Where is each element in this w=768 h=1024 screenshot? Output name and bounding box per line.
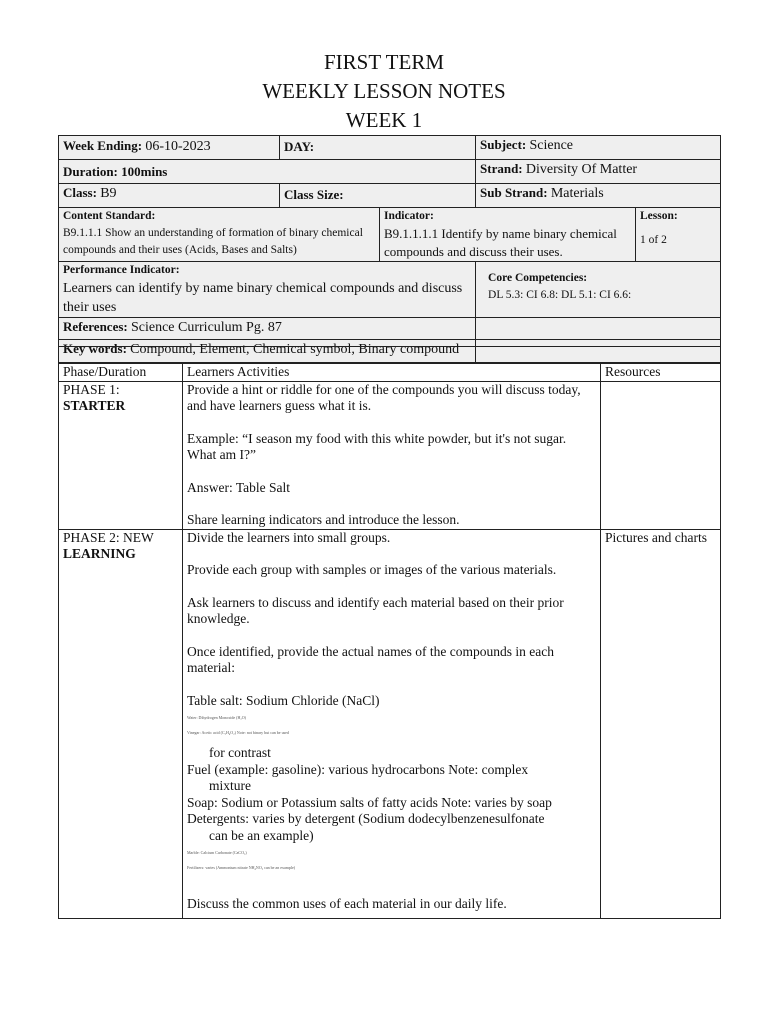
references-empty-cell bbox=[476, 318, 721, 340]
col-header-activities: Learners Activities bbox=[183, 364, 601, 382]
indicator-value: B9.1.1.1.1 Identify by name binary chemical compounds and discuss their uses. bbox=[384, 226, 617, 259]
lesson-label: Lesson: bbox=[640, 210, 678, 222]
sub-strand-cell bbox=[476, 184, 721, 208]
phase2-detergent-note: can be an example) bbox=[209, 827, 314, 843]
duration-label: Duration: 100mins bbox=[63, 164, 168, 179]
phase2-detergent-text: Detergents: varies by detergent (Sodium dodecylbenzenesulfonate bbox=[187, 811, 545, 826]
subject-label: Subject: bbox=[480, 137, 527, 152]
class-size-label: Class Size: bbox=[284, 187, 344, 202]
phase1-resources bbox=[601, 381, 721, 529]
lesson-header-table bbox=[58, 135, 721, 363]
phase1-activities bbox=[183, 381, 601, 529]
core-competencies-cell bbox=[476, 262, 721, 318]
phase2-discuss-text: Ask learners to discuss and identify each material based on their prior knowledge. bbox=[187, 594, 564, 626]
phase2-label: PHASE 2: NEW bbox=[63, 529, 154, 545]
lesson-value: 1 of 2 bbox=[640, 234, 667, 246]
phase2-fuel-text: Fuel (example: gasoline): various hydrocarbons Note: complex bbox=[187, 761, 529, 777]
phase2-activities bbox=[183, 529, 601, 918]
phase2-soap-text: Soap: Sodium or Potassium salts of fatty acids Note: varies by soap bbox=[187, 794, 552, 810]
phase2-uses-text: Discuss the common uses of each material in our daily life. bbox=[187, 896, 507, 911]
performance-indicator-label: Performance Indicator: bbox=[63, 264, 180, 276]
week-ending-label: Week Ending: bbox=[63, 138, 143, 153]
phase2-resources: Pictures and charts bbox=[601, 529, 721, 918]
sub-strand-value: Materials bbox=[550, 186, 604, 201]
performance-indicator-value: Learners can identify by name binary chemical compounds and discuss their uses bbox=[63, 281, 463, 315]
duration-cell bbox=[59, 160, 476, 184]
phase1-share-text: Share learning indicators and introduce the lesson. bbox=[187, 512, 460, 527]
phase1-example-text: Example: “I season my food with this white powder, but it's not sugar. What am I?” bbox=[187, 430, 567, 462]
phase2-water-text: Water: Dihydrogen Monoxide (H₂O) bbox=[187, 715, 246, 720]
class-label: Class: bbox=[63, 185, 97, 200]
phase2-marble-text: Marble: Calcium Carbonate (CaCO₃) bbox=[187, 850, 247, 855]
col-header-resources: Resources bbox=[601, 364, 721, 382]
subject-cell bbox=[476, 136, 721, 160]
phase1-name: STARTER bbox=[63, 398, 126, 413]
references-label: References: bbox=[63, 319, 128, 334]
phase1-label: PHASE 1: bbox=[63, 381, 120, 397]
core-competencies-label: Core Competencies: bbox=[488, 272, 588, 284]
strand-value: Diversity Of Matter bbox=[525, 162, 638, 177]
title-weekly-lesson-notes: WEEKLY LESSON NOTES bbox=[262, 79, 506, 103]
strand-label: Strand: bbox=[480, 161, 523, 176]
phase2-table-salt-text: Table salt: Sodium Chloride (NaCl) bbox=[187, 692, 380, 708]
performance-indicator-cell bbox=[59, 262, 476, 318]
lesson-cell bbox=[636, 208, 721, 262]
phase2-contrast-text: for contrast bbox=[209, 745, 271, 760]
class-value: B9 bbox=[100, 186, 117, 201]
phase2-vinegar-text: Vinegar: Acetic acid (C₂H₄O₂) Note: not binary but can be used bbox=[187, 730, 289, 735]
class-cell bbox=[59, 184, 280, 208]
content-standard-label: Content Standard: bbox=[63, 210, 156, 222]
week-ending-value: 06-10-2023 bbox=[145, 139, 211, 154]
references-cell bbox=[59, 318, 476, 340]
spacer-row bbox=[59, 347, 721, 364]
title-first-term: FIRST TERM bbox=[323, 50, 444, 74]
phase2-groups-text: Divide the learners into small groups. bbox=[187, 529, 391, 545]
keywords-value: Compound, Element, Chemical symbol, Binary compound bbox=[130, 342, 460, 357]
phase1-cell bbox=[59, 381, 183, 529]
phase2-name: LEARNING bbox=[63, 546, 136, 561]
col-header-phase: Phase/Duration bbox=[59, 364, 183, 382]
sub-strand-label: Sub Strand: bbox=[480, 185, 548, 200]
day-label: DAY: bbox=[284, 139, 315, 154]
phase2-fertilizer-text: Fertilizers: varies (Ammonium nitrate NH₄NO₃ can be an example) bbox=[187, 865, 296, 870]
day-cell bbox=[280, 136, 476, 160]
keywords-label: Key words: bbox=[63, 341, 127, 356]
phase2-samples-text: Provide each group with samples or images of the various materials. bbox=[187, 562, 557, 577]
phase2-cell bbox=[59, 529, 183, 918]
content-standard-value: B9.1.1.1 Show an understanding of formation of binary chemical compounds and their uses (Acids, Bases and Salts) bbox=[63, 227, 363, 256]
subject-value: Science bbox=[529, 138, 574, 153]
core-competencies-value: DL 5.3: CI 6.8: DL 5.1: CI 6.6: bbox=[488, 289, 632, 301]
indicator-label: Indicator: bbox=[384, 210, 434, 222]
lesson-phases-table bbox=[58, 346, 721, 919]
class-size-cell bbox=[280, 184, 476, 208]
phase2-names-text: Once identified, provide the actual names of the compounds in each material: bbox=[187, 643, 554, 675]
phase2-fuel-note: mixture bbox=[209, 778, 251, 793]
week-ending-cell bbox=[59, 136, 280, 160]
phase1-riddle-text: Provide a hint or riddle for one of the compounds you will discuss today, and have learners guess what it is. bbox=[187, 381, 581, 413]
phase1-answer-text: Answer: Table Salt bbox=[187, 479, 291, 495]
indicator-cell bbox=[380, 208, 636, 262]
title-week: WEEK 1 bbox=[345, 108, 423, 132]
strand-cell bbox=[476, 160, 721, 184]
content-standard-cell bbox=[59, 208, 380, 262]
references-value: Science Curriculum Pg. 87 bbox=[130, 320, 282, 335]
